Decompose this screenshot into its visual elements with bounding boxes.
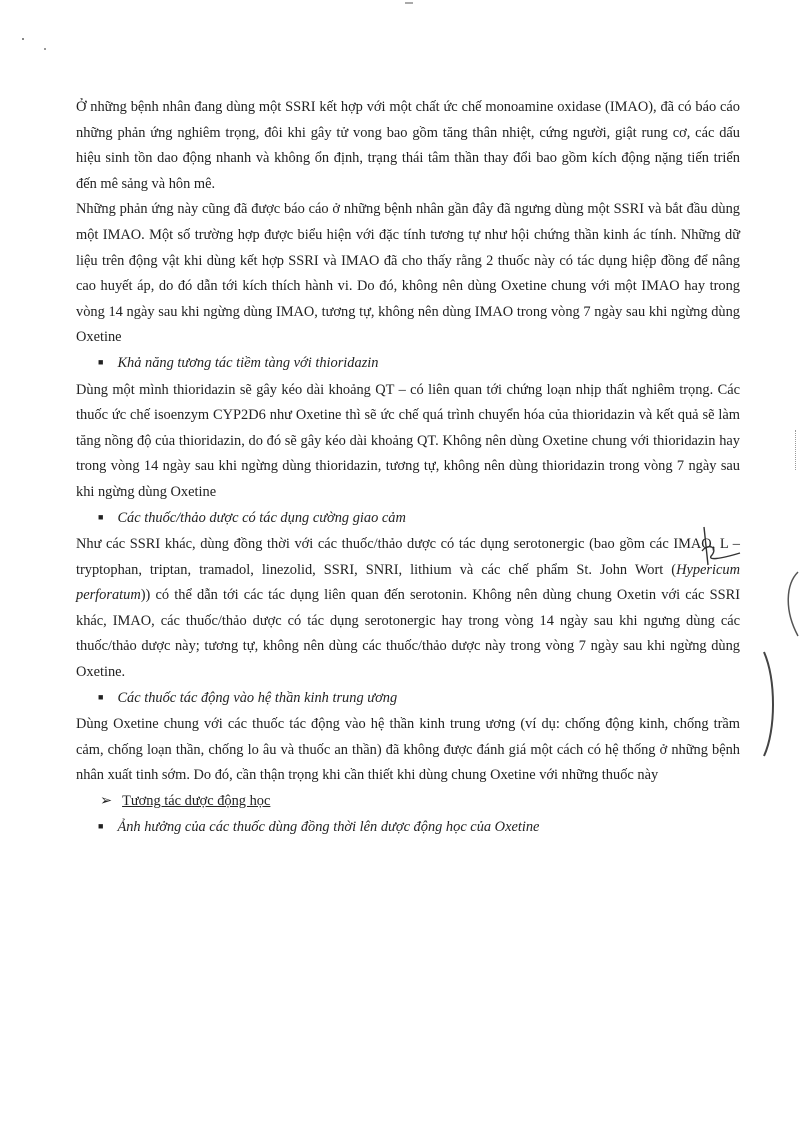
scan-edge-mark — [760, 650, 780, 760]
bullet-text: Ảnh hưởng của các thuốc dùng đồng thời lên dược động học của Oxetine — [117, 818, 540, 835]
bullet-text: Các thuốc/thảo dược có tác dụng cường giao cảm — [117, 509, 406, 526]
handwritten-signature — [690, 525, 750, 575]
paragraph: Dùng một mình thioridazin sẽ gây kéo dài khoảng QT – có liên quan tới chứng loạn nhịp thất nghiêm trọng. Các thuốc ức chế isoenzym CYP2D6 như Oxetine thì sẽ ức chế quá trình chuyển hóa của thioridazin và kết quả sẽ làm tăng nồng độ của thioridazin, do đó sẽ gây kéo dài khoảng QT. Không nên dùng Oxetine chung với thioridazin hay trong vòng 14 ngày sau khi ngừng dùng thioridazin, tương tự, không nên dùng thioridazin trong vòng 7 ngày sau khi ngừng dùng Oxetine — [76, 381, 740, 500]
scan-speck — [795, 430, 798, 470]
section-bullet — [76, 351, 740, 378]
subsection-heading — [76, 789, 740, 815]
species-name: Hypericum perforatum — [76, 561, 740, 604]
scan-speck — [405, 2, 413, 4]
scan-edge-mark — [782, 570, 800, 640]
square-bullet-icon: ■ — [98, 356, 104, 367]
section-bullet — [76, 506, 740, 533]
paragraph: Ở những bệnh nhân đang dùng một SSRI kết hợp với một chất ức chế monoamine oxidase (IMAO), đã có báo cáo những phản ứng nghiêm trọng, đôi khi gây tử vong bao gồm tăng thân nhiệt, cứng người, giật rung cơ, các dấu hiệu sinh tồn dao động nhanh và không ổn định, trạng thái tâm thần thay đổi bao gồm kích động nặng tiến triển đến mê sảng và hôn mê. — [76, 99, 740, 192]
paragraph-text: Như các SSRI khác, dùng đồng thời với các thuốc/thảo dược có tác dụng serotonergic (bao gồm các IMAO, L – tryptophan, triptan, tramadol, linezolid, SSRI, SNRI, lithium và các chế phẩm St. John Wort ( — [76, 536, 740, 578]
square-bullet-icon: ■ — [98, 691, 104, 702]
section-bullet — [76, 686, 740, 713]
paragraph: Những phản ứng này cũng đã được báo cáo ở những bệnh nhân gần đây đã ngưng dùng một SSRI và bắt đầu dùng một IMAO. Một số trường hợp được biểu hiện với đặc tính tương tự như hội chứng thần kinh ác tính. Những dữ liệu trên động vật khi dùng kết hợp SSRI và IMAO đã cho thấy rằng 2 thuốc này có tác dụng hiệp đồng để nâng cao huyết áp, do đó dẫn tới kích thích hành vi. Do đó, không nên dùng Oxetine chung với một IMAO hay trong vòng 14 ngày sau khi ngừng dùng IMAO, tương tự, không nên dùng IMAO trong vòng 7 ngày sau khi ngừng dùng Oxetine — [76, 201, 740, 346]
square-bullet-icon: ■ — [98, 820, 104, 831]
section-bullet — [76, 815, 740, 842]
bullet-text: Các thuốc tác động vào hệ thần kinh trung ương — [117, 689, 398, 706]
heading-text: Tương tác dược động học — [122, 793, 271, 810]
square-bullet-icon: ■ — [98, 511, 104, 522]
bullet-text: Khả năng tương tác tiềm tàng với thioridazin — [117, 354, 379, 371]
document-page — [76, 95, 740, 841]
arrow-bullet-icon: ➢ — [100, 793, 113, 810]
paragraph — [76, 532, 740, 686]
scan-speck — [22, 38, 24, 40]
paragraph: Dùng Oxetine chung với các thuốc tác động vào hệ thần kinh trung ương (ví dụ: chống động kinh, chống trầm cảm, chống loạn thần, chống lo âu và thuốc an thần) đã không được đánh giá một cách có hệ thống ở những bệnh nhân xuất tinh sớm. Do đó, cần thận trọng khi cần thiết khi dùng chung Oxetine với những thuốc này — [76, 716, 740, 784]
scan-speck — [44, 48, 46, 50]
paragraph-text: )) có thể dẫn tới các tác dụng liên quan đến serotonin. Không nên dùng chung Oxetin với các SSRI khác, IMAO, các thuốc/thảo dược có tác dụng serotonergic hay trong vòng 14 ngày sau khi ngưng dùng các thuốc/thảo dược này; tương tự, không nên dùng các thuốc/thảo dược này trong vòng 7 ngày sau khi ngừng dùng Oxetine. — [76, 587, 740, 681]
